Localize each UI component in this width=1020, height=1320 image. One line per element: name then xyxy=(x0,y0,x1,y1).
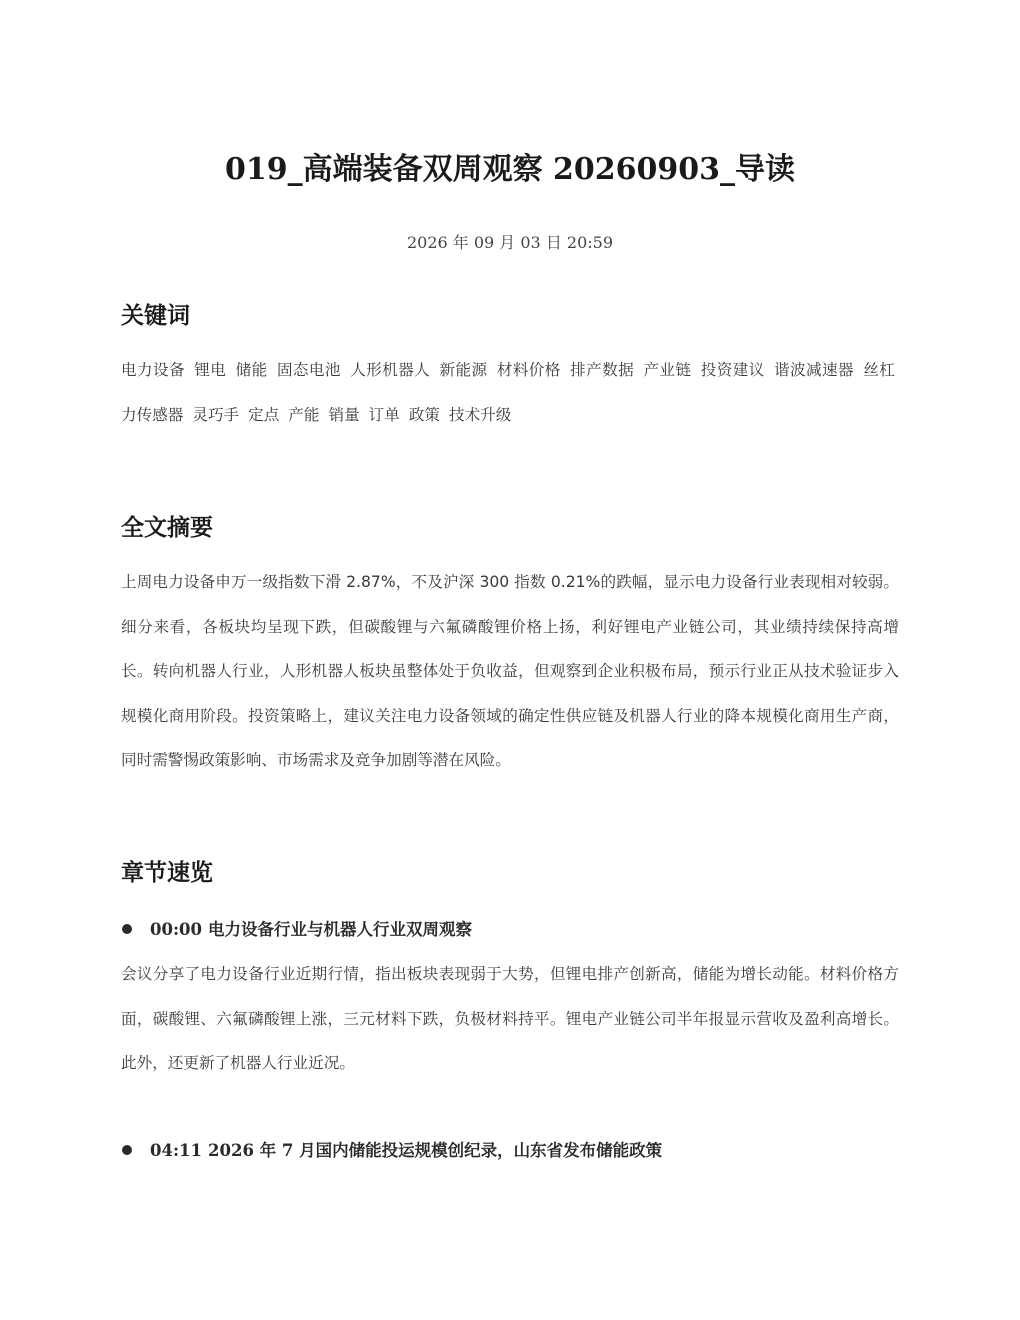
keyword-tag: 投资建议 xyxy=(700,361,765,379)
keyword-tag: 产能 xyxy=(288,405,320,424)
chapters-heading: 章节速览 xyxy=(121,860,213,886)
keyword-tag: 丝杠 xyxy=(863,361,895,379)
keyword-tag: 新能源 xyxy=(439,361,488,379)
keyword-tag: 谐波减速器 xyxy=(774,361,854,379)
chapter-title: 2026 年 7 月国内储能投运规模创纪录，山东省发布储能政策 xyxy=(208,1141,663,1160)
keyword-tag: 政策 xyxy=(408,405,441,424)
summary-text: 上周电力设备申万一级指数下滑 2.87%，不及沪深 300 指数 0.21%的跌幅，显示电力设备行业表现相对较弱。细分来看，各板块均呈现下跌，但碳酸锂与六氟磷酸锂价格上扬，利好锂电产业链公司，其业绩持续保持高增长。转向机器人行业，人形机器人板块虽整体处于负收益，但观察到企业积极布局，预示行业正从技术验证步入规模化商用阶段。投资策略上，建议关注电力设备领域的确定性供应链及机器人行业的降本规模化商用生产商，同时需警惕政策影响、市场需求及竞争加剧等潜在风险。 xyxy=(121,573,899,769)
keyword-tag: 产业链 xyxy=(643,361,692,379)
keyword-tag: 人形机器人 xyxy=(350,361,431,379)
summary-heading: 全文摘要 xyxy=(121,515,213,541)
keywords-list xyxy=(121,348,899,437)
keyword-tag: 材料价格 xyxy=(496,361,561,379)
bullet-icon xyxy=(122,924,132,934)
chapter-time: 00:00 xyxy=(150,920,203,939)
chapter-title: 电力设备行业与机器人行业双周观察 xyxy=(208,920,473,939)
keyword-tag: 固态电池 xyxy=(276,361,341,379)
keyword-tag: 订单 xyxy=(368,405,400,424)
keyword-tag: 电力设备 xyxy=(121,361,185,379)
keyword-tag: 技术升级 xyxy=(448,405,512,424)
chapter-heading xyxy=(121,915,899,945)
chapter-time: 04:11 xyxy=(150,1141,203,1160)
keyword-tag: 定点 xyxy=(248,405,280,424)
bullet-icon xyxy=(122,1145,132,1155)
keyword-tag: 力传感器 xyxy=(121,405,184,424)
chapter-heading xyxy=(121,1136,899,1166)
keyword-tag: 灵巧手 xyxy=(192,405,240,424)
keyword-tag: 储能 xyxy=(235,361,268,379)
keyword-tag: 锂电 xyxy=(194,361,227,379)
keyword-tag: 排产数据 xyxy=(570,361,635,379)
keywords-heading: 关键词 xyxy=(121,303,190,329)
document-title: 019_高端装备双周观察 20260903_导读 xyxy=(224,152,796,187)
keyword-tag: 销量 xyxy=(328,405,360,424)
document-date: 2026 年 09 月 03 日 20:59 xyxy=(406,233,614,252)
chapter-text: 会议分享了电力设备行业近期行情，指出板块表现弱于大势，但锂电排产创新高，储能为增长动能。材料价格方面，碳酸锂、六氟磷酸锂上涨，三元材料下跌，负极材料持平。锂电产业链公司半年报显示营收及盈利高增长。此外，还更新了机器人行业近况。 xyxy=(121,965,899,1072)
